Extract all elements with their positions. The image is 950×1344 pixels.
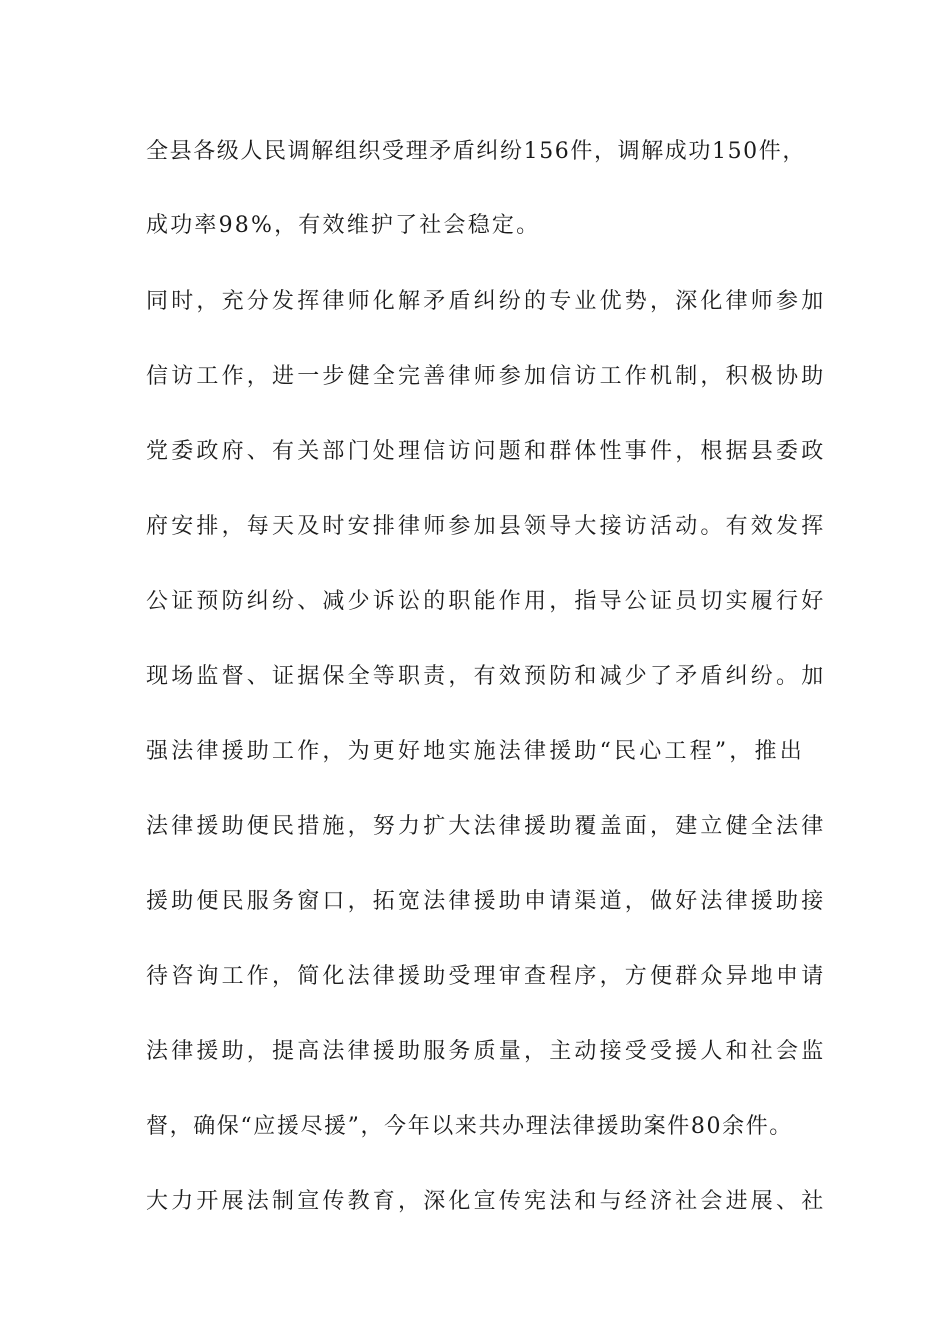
paragraph-line: 法律援助便民措施，努力扩大法律援助覆盖面，建立健全法律 <box>146 814 827 839</box>
paragraph-line: 大力开展法制宣传教育，深化宣传宪法和与经济社会进展、社 <box>146 1189 827 1214</box>
paragraph-line: 待咨询工作，简化法律援助受理审查程序，方便群众异地申请 <box>146 964 827 989</box>
paragraph-line: 党委政府、有关部门处理信访问题和群体性事件，根据县委政 <box>146 439 827 464</box>
paragraph-line: 现场监督、证据保全等职责，有效预防和减少了矛盾纠纷。加 <box>146 664 827 689</box>
paragraph-line: 同时，充分发挥律师化解矛盾纠纷的专业优势，深化律师参加 <box>146 289 827 314</box>
paragraph-line: 公证预防纠纷、减少诉讼的职能作用，指导公证员切实履行好 <box>146 589 827 614</box>
paragraph-line: 法律援助，提高法律援助服务质量，主动接受受援人和社会监 <box>146 1039 827 1064</box>
paragraph-line: 援助便民服务窗口，拓宽法律援助申请渠道，做好法律援助接 <box>146 889 827 914</box>
paragraph-line: 强法律援助工作，为更好地实施法律援助“民心工程”，推出 <box>146 739 805 764</box>
paragraph-line: 成功率98%，有效维护了社会稳定。 <box>146 213 541 238</box>
paragraph-line: 信访工作，进一步健全完善律师参加信访工作机制，积极协助 <box>146 364 827 389</box>
paragraph-line: 全县各级人民调解组织受理矛盾纠纷156件，调解成功150件， <box>146 139 806 164</box>
paragraph-line: 督，确保“应援尽援”，今年以来共办理法律援助案件80余件。 <box>146 1114 793 1139</box>
paragraph-line: 府安排，每天及时安排律师参加县领导大接访活动。有效发挥 <box>146 514 827 539</box>
